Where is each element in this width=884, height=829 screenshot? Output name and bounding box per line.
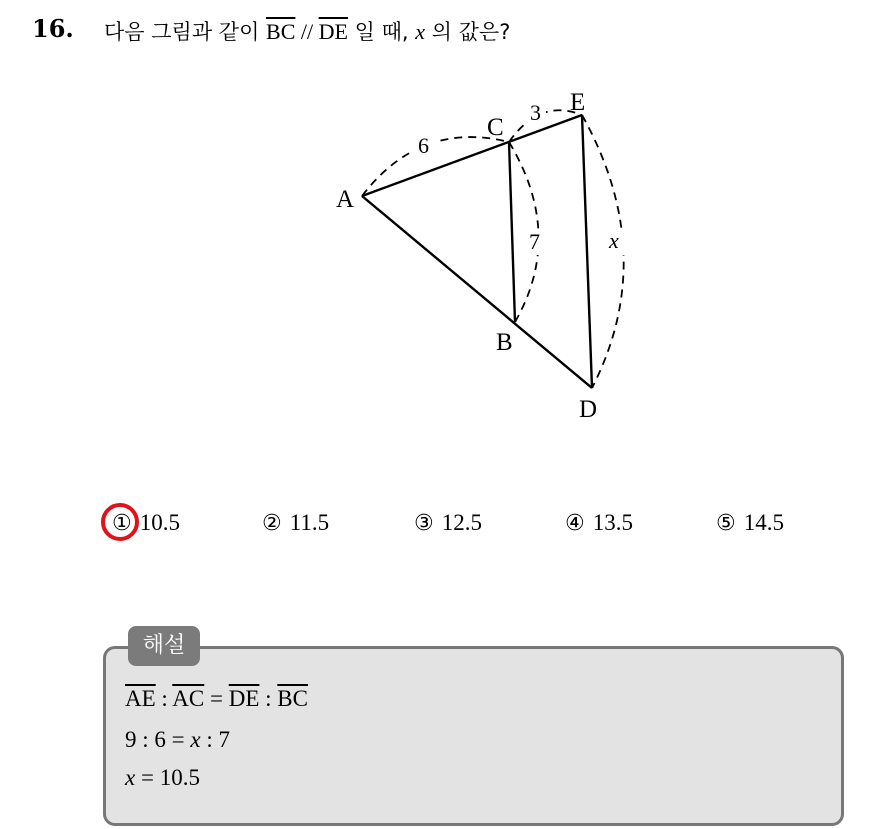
segment-ad xyxy=(362,196,592,388)
sol-segment-ae: $\overline{AE}$ xyxy=(125,686,156,711)
question-text-middle: 일 때, xyxy=(347,20,416,44)
sol-equals: = xyxy=(204,686,229,711)
choice-1[interactable] xyxy=(112,510,180,542)
question-number: 16. xyxy=(32,14,74,43)
choice-3-mark: ③ xyxy=(414,511,434,536)
variable-x: x xyxy=(415,19,425,44)
choice-5-mark: ⑤ xyxy=(716,511,736,536)
choice-2-value: 11.5 xyxy=(289,510,330,535)
sol-segment-ac: $\overline{AC}$ xyxy=(172,686,205,711)
segment-bc-line xyxy=(509,142,515,322)
solution-line-2 xyxy=(125,727,230,753)
choice-1-mark: ① xyxy=(112,511,132,536)
label-c: C xyxy=(487,114,504,141)
sol-colon-1: : xyxy=(155,686,173,711)
choice-2-mark: ② xyxy=(262,511,282,536)
sol-line2-pre: 9 : 6 = xyxy=(125,727,191,752)
choice-4-mark: ④ xyxy=(565,511,585,536)
choice-3[interactable] xyxy=(414,510,482,542)
choice-5[interactable] xyxy=(716,510,784,542)
segment-bc: $\overline{BC}$ xyxy=(266,19,296,44)
segment-ae xyxy=(362,115,582,196)
choice-3-value: 12.5 xyxy=(441,510,482,535)
sol-colon-2: : xyxy=(259,686,278,711)
question-text-before: 다음 그림과 같이 xyxy=(104,20,267,44)
length-bc: 7 xyxy=(529,229,540,254)
choice-4[interactable] xyxy=(565,510,633,542)
sol-line2-var: x xyxy=(190,727,201,752)
solution-line-3 xyxy=(125,765,200,791)
length-ce: 3 xyxy=(530,100,541,125)
sol-segment-bc: $\overline{BC}$ xyxy=(277,686,308,711)
question-text-after: 의 값은? xyxy=(425,20,511,44)
sol-line3-post: = 10.5 xyxy=(135,765,200,790)
sol-line2-post: : 7 xyxy=(200,727,230,752)
length-ac: 6 xyxy=(418,133,429,158)
label-b: B xyxy=(496,329,513,356)
solution-line-1 xyxy=(125,686,308,712)
label-d: D xyxy=(579,396,598,423)
sol-line3-var: x xyxy=(125,765,136,790)
choice-1-value: 10.5 xyxy=(139,510,180,535)
segment-de-line xyxy=(582,115,592,388)
segment-de: $\overline{DE}$ xyxy=(318,19,348,44)
length-de: x xyxy=(609,228,619,253)
solution-tab: 해설 xyxy=(128,626,200,666)
sol-segment-de: $\overline{DE}$ xyxy=(228,686,260,711)
choice-5-value: 14.5 xyxy=(743,510,784,535)
choice-4-value: 13.5 xyxy=(592,510,633,535)
choice-2[interactable] xyxy=(262,510,329,542)
label-a: A xyxy=(336,186,355,213)
parallel-symbol: // xyxy=(295,19,319,44)
label-e: E xyxy=(570,89,586,116)
